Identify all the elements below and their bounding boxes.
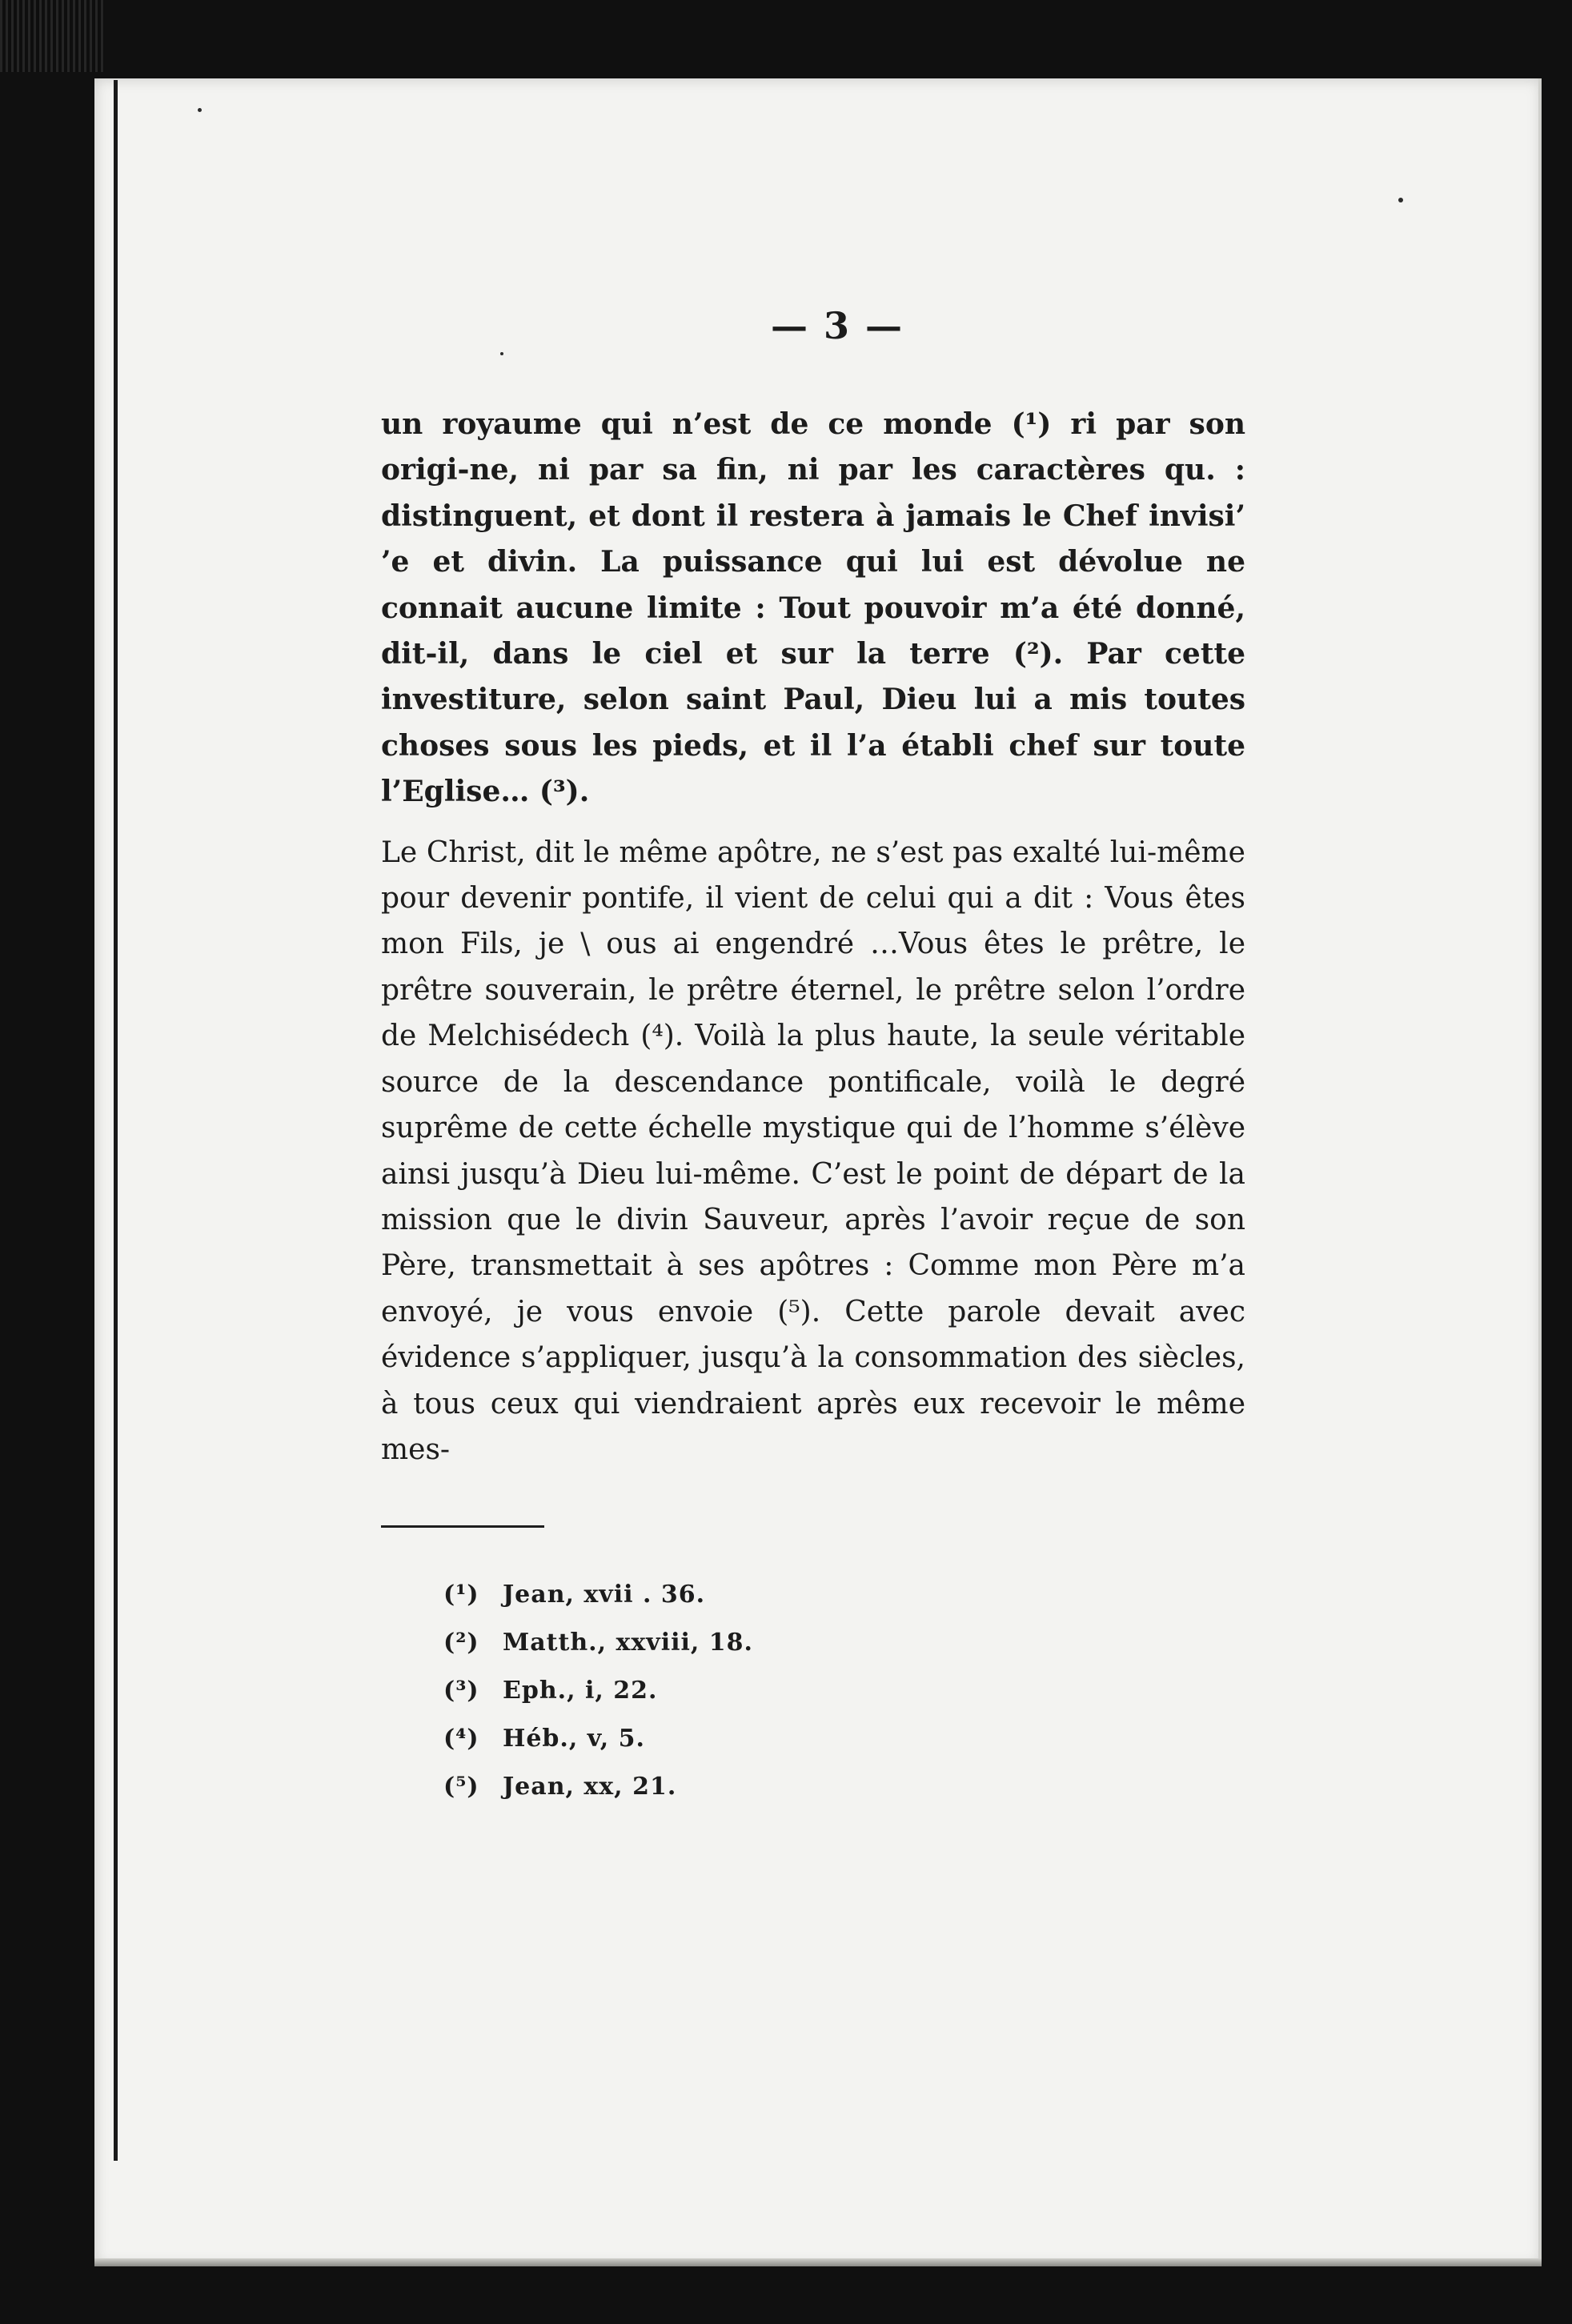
paragraph-1: un royaume qui n’est de ce monde (¹) ri par son origi-ne, ni par sa fin, ni par les caractères qu. : distinguent, et dont il restera à jamais le Chef invisi’ ’e et divin. La puissance qui lui est dévolue ne connait aucune limite : Tout pouvoir m’a été donné, dit-il, dans le ciel et sur la terre (²). Par cette investiture, selon saint Paul, Dieu lui a mis toutes choses sous les pieds, et il l’a établi chef sur toute l’Eglise… (³). bbox=[381, 407, 1245, 809]
footnote-4-number: (⁴) bbox=[443, 1725, 479, 1753]
page-binding-edge bbox=[114, 80, 118, 2161]
footnote-5-number: (⁵) bbox=[443, 1773, 479, 1801]
footnote-3-number: (³) bbox=[443, 1677, 479, 1705]
scan-noise bbox=[0, 0, 104, 72]
ink-speck bbox=[1398, 198, 1403, 202]
footnote-5 bbox=[443, 1763, 1245, 1811]
page-right-edge bbox=[1538, 78, 1542, 2266]
footnote-2-text: Matth., xxviii, 18. bbox=[502, 1629, 753, 1657]
page-bottom-edge bbox=[94, 2258, 1542, 2266]
footnote-4-text: Héb., v, 5. bbox=[502, 1725, 645, 1753]
page-number: — 3 — bbox=[770, 304, 904, 347]
page-content bbox=[381, 304, 1245, 1811]
footnote-1 bbox=[443, 1571, 1245, 1619]
footnote-5-text: Jean, xx, 21. bbox=[502, 1773, 677, 1801]
footnote-1-text: Jean, xvii . 36. bbox=[502, 1581, 706, 1609]
footnote-3 bbox=[443, 1667, 1245, 1715]
footnote-2-number: (²) bbox=[443, 1629, 479, 1657]
footnote-4 bbox=[443, 1715, 1245, 1763]
footnote-3-text: Eph., i, 22. bbox=[502, 1677, 658, 1705]
paragraph-2: Le Christ, dit le même apôtre, ne s’est pas exalté lui-même pour devenir pontife, il vient de celui qui a dit : Vous êtes mon Fils, je \ ous ai engendré …Vous êtes le prêtre, le prêtre souverain, le prêtre éternel, le prêtre selon l’ordre de Melchisédech (⁴). Voilà la plus haute, la seule véritable source de la descendance pontificale, voilà le degré suprême de cette échelle mystique qui de l’homme s’élève ainsi jusqu’à Dieu lui-même. C’est le point de départ de la mission que le divin Sauveur, après l’avoir reçue de son Père, transmettait à ses apôtres : Comme mon Père m’a envoyé, je vous envoie (⁵). Cette parole devait avec évidence s’appliquer, jusqu’à la consommation des siècles, à tous ceux qui viendraient après eux recevoir le même mes- bbox=[381, 835, 1245, 1466]
footnote-separator bbox=[381, 1525, 544, 1528]
ink-speck bbox=[198, 108, 202, 112]
footnotes bbox=[443, 1571, 1245, 1811]
footnote-2 bbox=[443, 1619, 1245, 1667]
footnote-1-number: (¹) bbox=[443, 1581, 479, 1609]
